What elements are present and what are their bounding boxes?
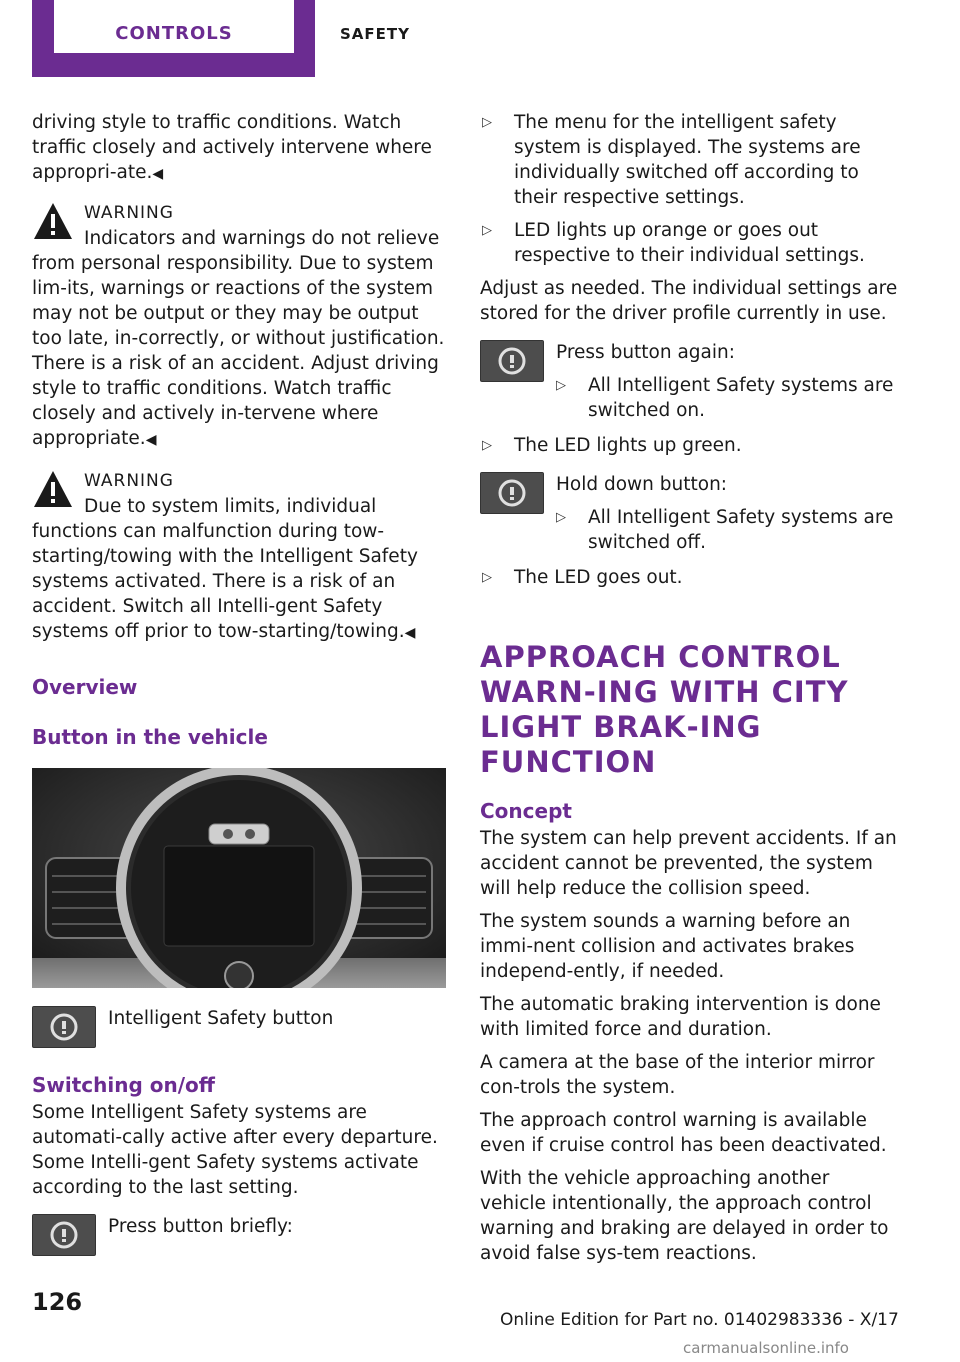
warning-triangle-icon — [32, 469, 74, 509]
concept-paragraph: The approach control warning is available even if cruise control has been deactivated. — [480, 1110, 887, 1156]
concept-paragraph: With the vehicle approaching another vehicle intentionally, the approach control warning and braking are delayed in order to avoid false sys‐tem reactions. — [480, 1168, 889, 1264]
concept-heading: Concept — [480, 799, 572, 823]
intelligent-safety-button-icon[interactable] — [480, 472, 544, 514]
button-in-vehicle-heading: Button in the vehicle — [32, 725, 268, 749]
list-item: ▷ The LED goes out. — [480, 565, 900, 590]
concept-paragraph: The system sounds a warning before an immi‐nent collision and activates brakes independ‐ently, if needed. — [480, 911, 855, 982]
sub-list — [554, 505, 900, 555]
switching-text: Some Intelligent Safety systems are automati‐cally active after every departure. Some Intelli‐gent Safety systems activate according to the last setting. — [32, 1102, 438, 1198]
tab-safety[interactable]: SAFETY — [340, 25, 410, 43]
tab-controls[interactable] — [32, 0, 315, 77]
adjust-paragraph: Adjust as needed. The individual settings are stored for the driver profile currently in use. — [480, 278, 898, 324]
intelligent-safety-button-row — [32, 1006, 450, 1054]
list-item: ▷ The LED lights up green. — [480, 433, 900, 458]
list-item: ▷ LED lights up orange or goes out respective to their individual settings. — [480, 218, 900, 268]
press-briefly-text: Press button briefly: — [108, 1216, 293, 1237]
concept-paragraph: A camera at the base of the interior mirror con‐trols the system. — [480, 1052, 875, 1098]
warning-text — [32, 494, 450, 646]
press-briefly-row — [32, 1214, 450, 1262]
list-item: ▷ All Intelligent Safety systems are switched off. — [554, 505, 900, 555]
concept-paragraph: The automatic braking intervention is done with limited force and duration. — [480, 994, 881, 1040]
intelligent-safety-button-icon[interactable] — [32, 1214, 96, 1256]
press-again-text: Press button again: — [556, 342, 735, 363]
intro-paragraph — [32, 110, 450, 187]
section-heading: APPROACH CONTROL WARN‐ING WITH CITY LIGHT BRAK‐ING FUNCTION — [480, 640, 849, 779]
dashboard-photo — [32, 768, 446, 988]
concept-paragraph: The system can help prevent accidents. If an accident cannot be prevented, the system will help reduce the collision speed. — [480, 828, 897, 899]
hold-down-row — [480, 472, 900, 555]
list-item: ▷ The menu for the intelligent safety system is displayed. The systems are individually switched off according to their respective settings. — [480, 110, 900, 210]
warning-title: WARNING — [84, 203, 174, 223]
press-again-row — [480, 340, 900, 423]
end-mark: ◀ — [145, 432, 157, 448]
page-number: 126 — [32, 1288, 83, 1316]
switching-heading: Switching on/off — [32, 1073, 215, 1097]
warning-text — [32, 226, 450, 453]
button-caption: Intelligent Safety button — [108, 1008, 334, 1029]
warning-block-1 — [32, 201, 450, 453]
end-mark: ◀ — [152, 166, 164, 182]
warning-body: Due to system limits, individual functions can malfunction during tow-starting/towing with the Intelligent Safety systems activated. There is a risk of an accident. Switch all Intelli‐gent Safety systems off prior to tow-starting/towing. — [32, 496, 418, 642]
watermark: carmanualsonline.info — [683, 1339, 849, 1357]
intro-text: driving style to traffic conditions. Watch traffic closely and actively intervene where appropri‐ate. — [32, 112, 432, 183]
top-tab-bar — [0, 0, 960, 78]
tab-controls-label: CONTROLS — [54, 0, 294, 53]
warning-body: Indicators and warnings do not relieve from personal responsibility. Due to system lim‐its, warnings or reactions of the system may not be output or they may be output too late, in‐correctly, or without justification. There is a risk of an accident. Adjust driving style to traffic conditions. Watch traffic closely and actively in‐tervene where appropriate. — [32, 228, 445, 449]
warning-triangle-icon — [32, 201, 74, 241]
intelligent-safety-button-icon[interactable] — [32, 1006, 96, 1048]
hold-down-text: Hold down button: — [556, 474, 728, 495]
warning-block-2 — [32, 469, 450, 646]
sub-list — [554, 373, 900, 423]
warning-title: WARNING — [84, 471, 174, 491]
intelligent-safety-button-icon[interactable] — [480, 340, 544, 382]
left-column — [32, 110, 450, 1272]
overview-heading: Overview — [32, 675, 138, 699]
end-mark: ◀ — [404, 625, 416, 641]
edition-footer: Online Edition for Part no. 01402983336 - X/17 — [500, 1310, 899, 1330]
right-column — [480, 110, 900, 1274]
list-item: ▷ All Intelligent Safety systems are switched on. — [554, 373, 900, 423]
